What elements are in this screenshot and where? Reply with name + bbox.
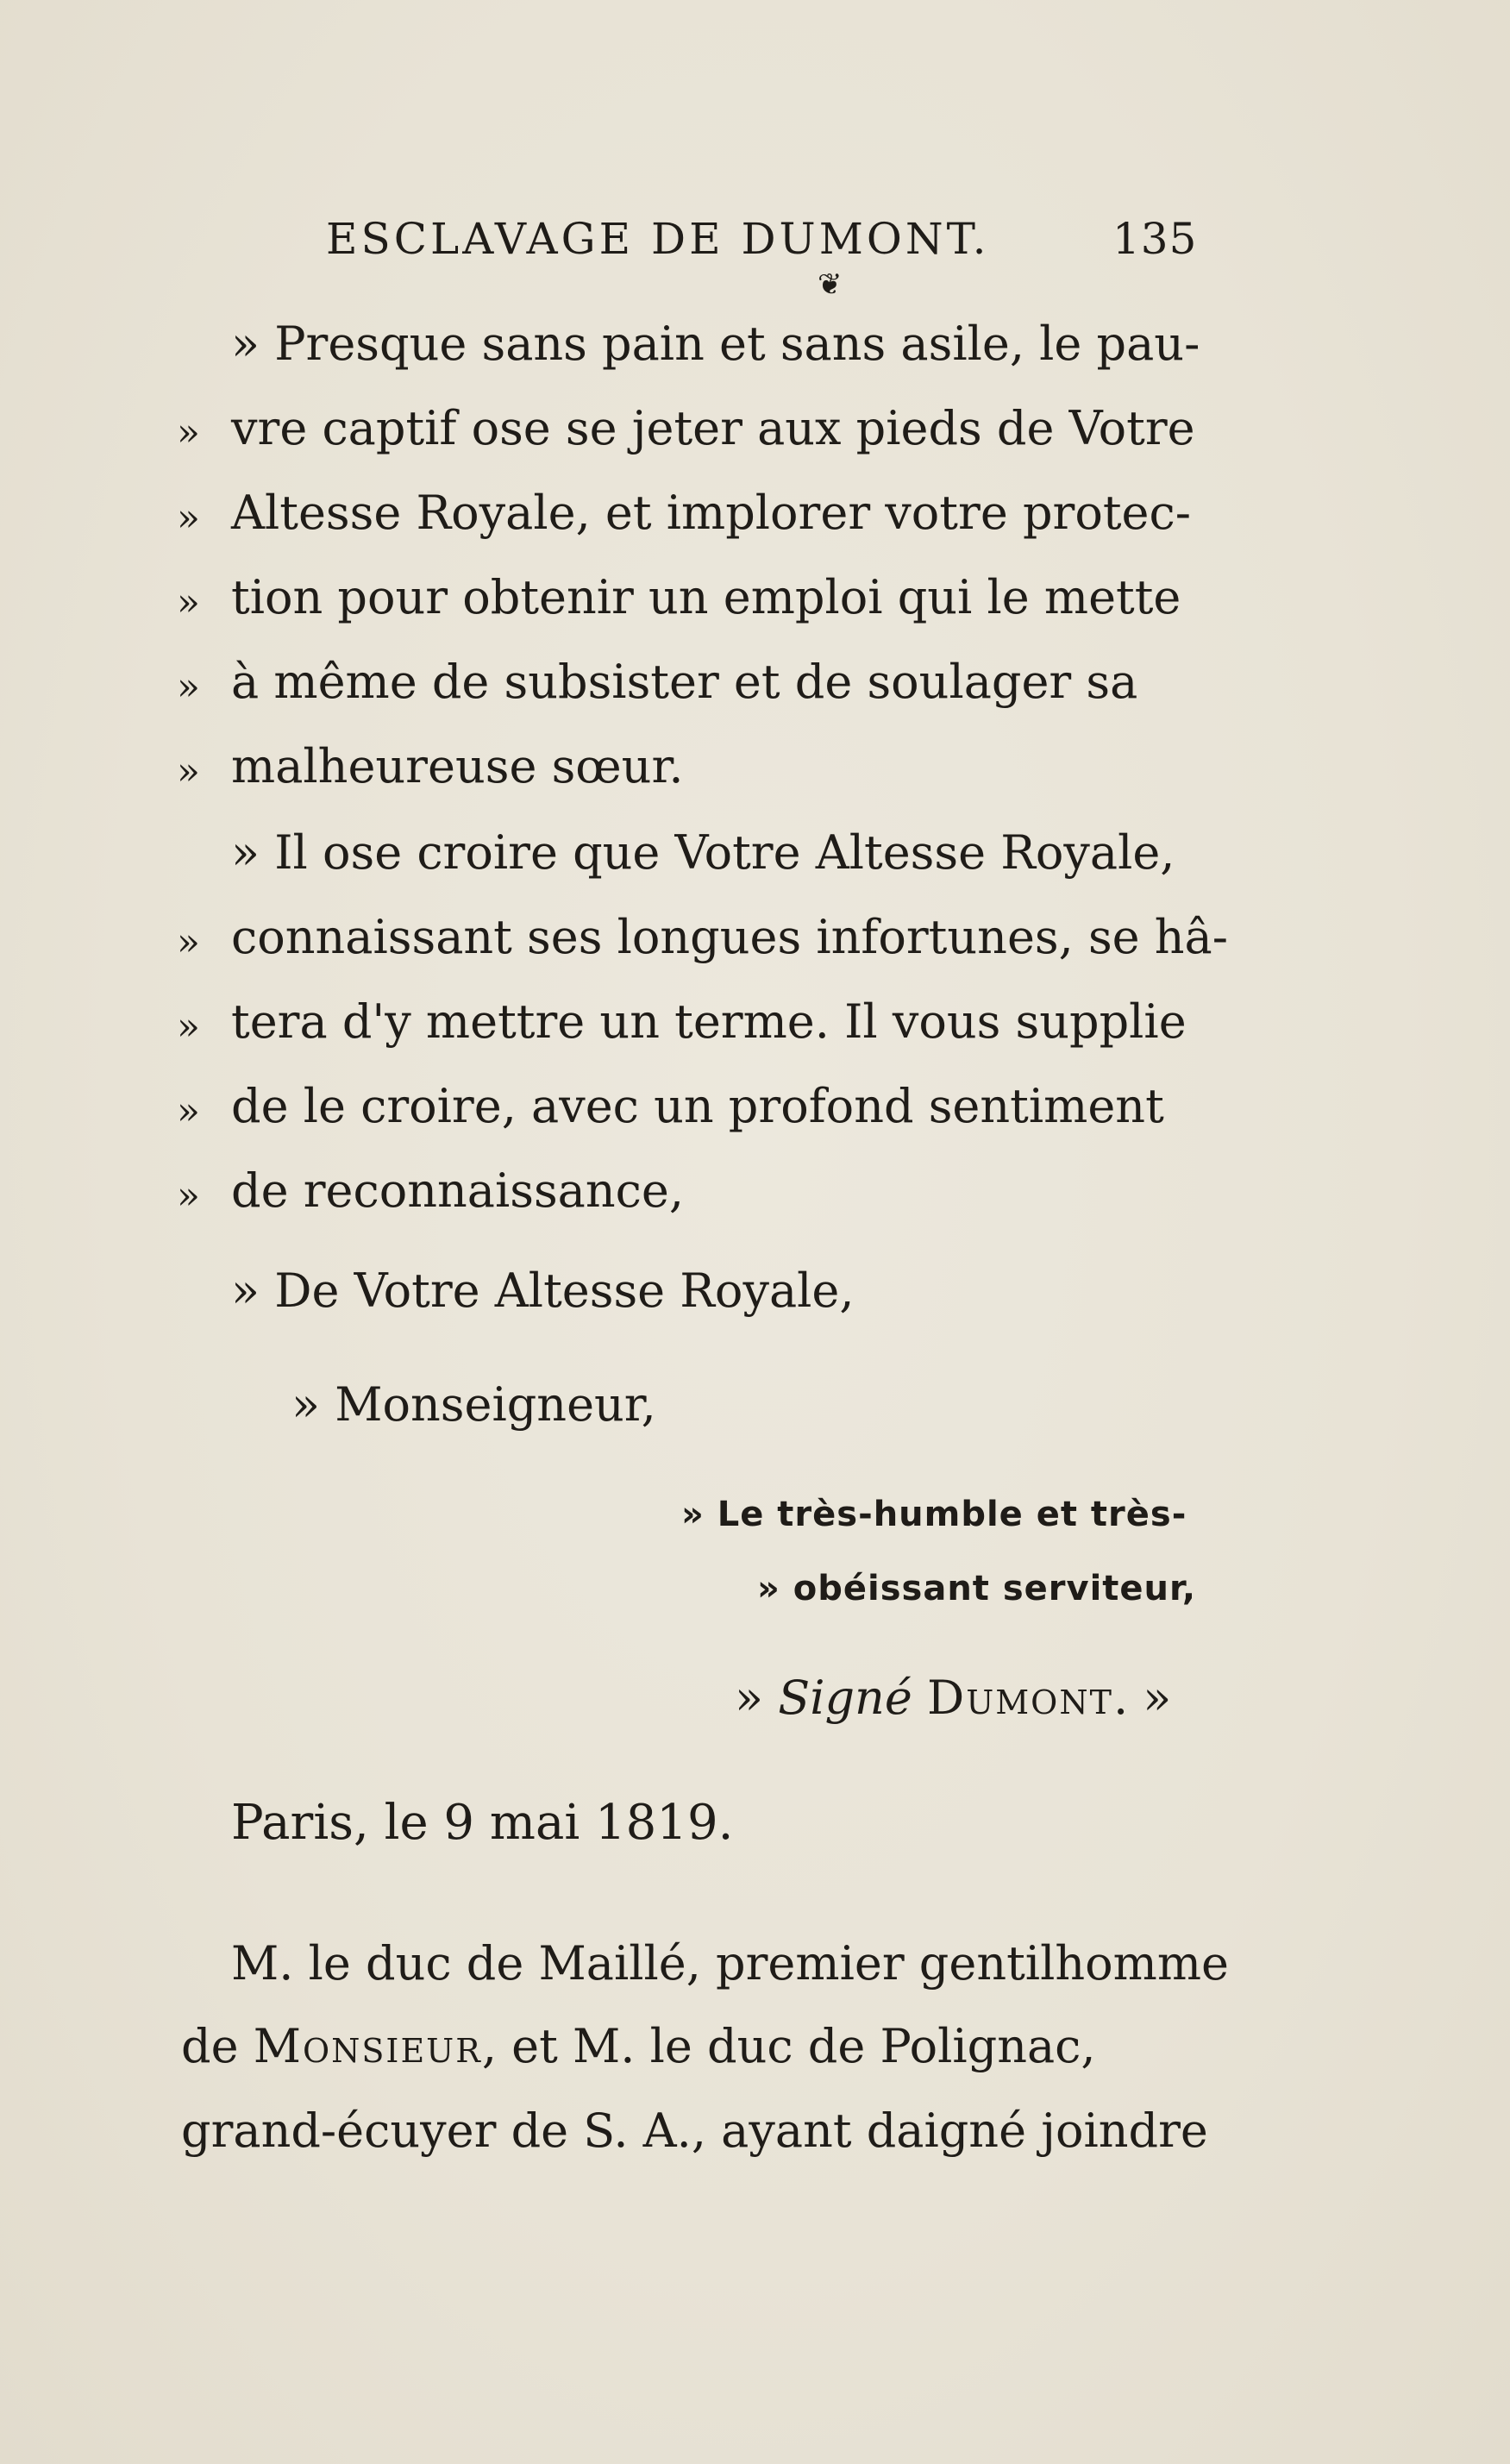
monsieur-small-caps: Monsieur <box>253 2019 482 2073</box>
continuation-quote-mark: » <box>177 920 200 964</box>
continuation-quote-mark: » <box>177 1089 200 1133</box>
signature-line: » obéissant serviteur, <box>757 1569 1197 1608</box>
letter-line: » Presque sans pain et sans asile, le pau- <box>231 317 1200 371</box>
closing-line: » De Votre Altesse Royale, <box>231 1263 855 1318</box>
body-line: grand-écuyer de S. A., ayant daigné joindre <box>181 2103 1208 2158</box>
continuation-quote-mark: » <box>177 1174 200 1218</box>
letter-line: malheureuse sœur. <box>231 739 684 793</box>
body-line <box>181 2019 1096 2073</box>
closing-line: » Monseigneur, <box>291 1377 656 1432</box>
body-text: , et M. le duc de Polignac, <box>481 2019 1096 2073</box>
letter-line: de reconnaissance, <box>231 1163 684 1218</box>
ornament-icon: ❦ <box>818 267 843 302</box>
continuation-quote-mark: » <box>177 749 200 793</box>
continuation-quote-mark: » <box>177 665 200 709</box>
continuation-quote-mark: » <box>177 496 200 540</box>
running-title: ESCLAVAGE DE DUMONT. <box>326 214 990 264</box>
letter-line: à même de subsister et de soulager sa <box>231 655 1138 709</box>
body-line: M. le duc de Maillé, premier gentilhomme <box>231 1936 1229 1991</box>
signature-line: » Le très-humble et très- <box>681 1495 1187 1534</box>
signed-line <box>735 1671 1172 1725</box>
continuation-quote-mark: » <box>177 411 200 455</box>
letter-line: tion pour obtenir un emploi qui le mette <box>231 570 1181 624</box>
letter-line: connaissant ses longues infortunes, se hâ- <box>231 910 1228 964</box>
signed-prefix: » <box>735 1671 779 1725</box>
signed-suffix: . » <box>1112 1671 1172 1725</box>
letter-line: tera d'y mettre un terme. Il vous supplie <box>231 994 1187 1049</box>
letter-line: » Il ose croire que Votre Altesse Royale, <box>231 825 1175 880</box>
letter-line: Altesse Royale, et implorer votre protec- <box>231 486 1191 540</box>
body-text: de <box>181 2019 254 2073</box>
continuation-quote-mark: » <box>177 580 200 624</box>
signer-name: Dumont <box>926 1671 1113 1725</box>
date-line: Paris, le 9 mai 1819. <box>231 1795 734 1851</box>
signed-word: Signé <box>778 1671 912 1725</box>
letter-line: vre captif ose se jeter aux pieds de Votre <box>231 401 1195 455</box>
letter-line: de le croire, avec un profond sentiment <box>231 1079 1164 1133</box>
page-number: 135 <box>1112 214 1198 264</box>
continuation-quote-mark: » <box>177 1005 200 1049</box>
